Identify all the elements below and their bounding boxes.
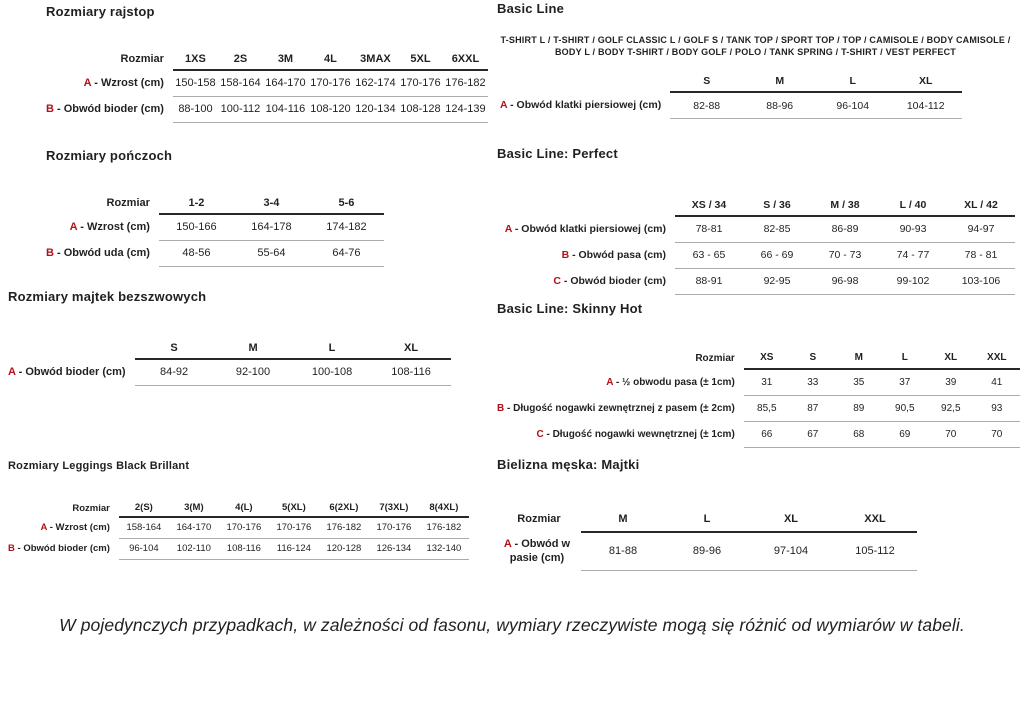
size-value-cell: 92-100 — [214, 359, 293, 385]
size-value-cell: 174-182 — [309, 214, 384, 240]
size-column-header: 5XL — [398, 48, 443, 70]
size-value-cell: 81-88 — [581, 532, 665, 570]
table-corner-label: Rozmiar — [517, 513, 561, 525]
size-column-header: XS — [744, 347, 790, 369]
size-value-cell: 150-158 — [173, 70, 218, 96]
size-value-cell: 94-97 — [947, 216, 1015, 242]
size-value-cell: 164-178 — [234, 214, 309, 240]
measurement-row — [497, 532, 917, 570]
size-value-cell: 120-134 — [353, 96, 398, 122]
measurement-label: A - Wzrost (cm) — [83, 77, 164, 89]
section-title: Rozmiary pończoch — [46, 148, 173, 163]
section-title: Basic Line: Skinny Hot — [497, 301, 643, 316]
size-value-cell: 108-116 — [219, 538, 269, 559]
section-title: Basic Line: Perfect — [497, 146, 618, 161]
size-value-cell: 170-176 — [308, 70, 353, 96]
size-value-cell: 100-108 — [293, 359, 372, 385]
size-column-header: M — [581, 506, 665, 532]
size-column-header: S — [135, 337, 214, 359]
measurement-letter: B — [8, 543, 15, 554]
measurement-letter: A — [8, 366, 16, 378]
section-basic-line — [497, 1, 1014, 119]
bielizna-meska-size-table — [497, 506, 917, 571]
size-value-cell: 132-140 — [419, 538, 469, 559]
size-column-header: S — [670, 70, 743, 92]
section-rozmiary-ponczoch — [46, 148, 384, 267]
size-value-cell: 82-88 — [670, 92, 743, 118]
size-column-header: L — [816, 70, 889, 92]
size-value-cell: 96-98 — [811, 268, 879, 294]
size-column-header: XL / 42 — [947, 194, 1015, 216]
size-value-cell: 104-116 — [263, 96, 308, 122]
size-value-cell: 92,5 — [928, 395, 974, 421]
size-value-cell: 70 - 73 — [811, 242, 879, 268]
footnote-disclaimer: W pojedynczych przypadkach, w zależności od fasonu, wymiary rzeczywiste mogą się różnić od wymiarów w tabeli. — [59, 615, 965, 635]
measurement-row — [497, 268, 1015, 294]
size-value-cell: 176-182 — [443, 70, 488, 96]
measurement-row — [46, 240, 384, 266]
size-value-cell: 99-102 — [879, 268, 947, 294]
size-column-header: 5-6 — [309, 192, 384, 214]
size-value-cell: 162-174 — [353, 70, 398, 96]
size-value-cell: 64-76 — [309, 240, 384, 266]
size-value-cell: 176-182 — [319, 517, 369, 538]
measurement-label: B - Obwód bioder (cm) — [46, 103, 164, 115]
header-row — [8, 499, 469, 517]
size-value-cell: 69 — [882, 421, 928, 447]
header-row — [497, 506, 917, 532]
size-value-cell: 41 — [974, 369, 1020, 395]
measurement-row — [8, 359, 451, 385]
section-basic-line-perfect — [497, 146, 1015, 295]
table-corner-label — [8, 337, 135, 359]
size-value-cell: 100-112 — [218, 96, 263, 122]
section-title: Basic Line — [497, 1, 565, 16]
measurement-label: B - Obwód bioder (cm) — [8, 543, 110, 554]
measurement-letter: B — [46, 247, 54, 259]
size-value-cell: 63 - 65 — [675, 242, 743, 268]
size-value-cell: 102-110 — [169, 538, 219, 559]
size-value-cell: 78 - 81 — [947, 242, 1015, 268]
measurement-letter: A — [500, 99, 508, 112]
measurement-row — [497, 395, 1020, 421]
size-value-cell: 86-89 — [811, 216, 879, 242]
size-value-cell: 88-91 — [675, 268, 743, 294]
size-column-header: XXL — [833, 506, 917, 532]
section-bielizna-meska-majtki — [497, 457, 917, 571]
majtki-bezszwowe-size-table — [8, 337, 451, 386]
size-column-header: L — [882, 347, 928, 369]
section-basic-line-skinny-hot — [497, 301, 1020, 448]
measurement-row — [46, 70, 488, 96]
measurement-row — [8, 517, 469, 538]
size-column-header: XXL — [974, 347, 1020, 369]
size-value-cell: 124-139 — [443, 96, 488, 122]
size-value-cell: 55-64 — [234, 240, 309, 266]
size-column-header: 3M — [263, 48, 308, 70]
header-row — [497, 347, 1020, 369]
size-value-cell: 103-106 — [947, 268, 1015, 294]
size-value-cell: 108-120 — [308, 96, 353, 122]
measurement-letter: B — [46, 103, 54, 115]
size-column-header: M / 38 — [811, 194, 879, 216]
size-value-cell: 48-56 — [159, 240, 234, 266]
size-column-header: 3-4 — [234, 192, 309, 214]
size-column-header: 6(2XL) — [319, 499, 369, 517]
size-column-header: 4(L) — [219, 499, 269, 517]
size-value-cell: 97-104 — [749, 532, 833, 570]
size-column-header: 2(S) — [119, 499, 169, 517]
size-value-cell: 104-112 — [889, 92, 962, 118]
size-value-cell: 82-85 — [743, 216, 811, 242]
size-value-cell: 89-96 — [665, 532, 749, 570]
measurement-letter: B — [561, 249, 570, 261]
measurement-label: A - ½ obwodu pasa (± 1cm) — [606, 376, 735, 388]
size-value-cell: 150-166 — [159, 214, 234, 240]
measurement-label: B - Długość nogawki zewnętrznej z pasem (± 2cm) — [497, 402, 735, 414]
size-value-cell: 31 — [744, 369, 790, 395]
size-value-cell: 74 - 77 — [879, 242, 947, 268]
table-corner-label — [497, 194, 675, 216]
size-value-cell: 66 — [744, 421, 790, 447]
size-value-cell: 96-104 — [816, 92, 889, 118]
size-column-header: L — [665, 506, 749, 532]
rajstopy-size-table — [46, 48, 488, 123]
size-column-header: M — [743, 70, 816, 92]
table-corner-label — [500, 70, 670, 92]
measurement-label: B - Obwód uda (cm) — [46, 247, 150, 259]
size-value-cell: 170-176 — [398, 70, 443, 96]
size-column-header: XL — [372, 337, 451, 359]
table-corner-label: Rozmiar — [106, 197, 150, 209]
size-value-cell: 84-92 — [135, 359, 214, 385]
basic-line-skinny-hot-size-table — [497, 347, 1020, 448]
section-title: Rozmiary majtek bezszwowych — [8, 289, 207, 304]
section-rozmiary-majtek-bezszwowych — [8, 289, 451, 386]
measurement-letter: C — [553, 275, 561, 287]
measurement-row — [46, 96, 488, 122]
size-value-cell: 93 — [974, 395, 1020, 421]
basic-line-perfect-size-table — [497, 194, 1015, 295]
size-column-header: XS / 34 — [675, 194, 743, 216]
size-column-header: 5(XL) — [269, 499, 319, 517]
size-value-cell: 67 — [790, 421, 836, 447]
size-value-cell: 37 — [882, 369, 928, 395]
size-column-header: M — [836, 347, 882, 369]
measurement-label: B - Obwód pasa (cm) — [561, 249, 666, 261]
size-value-cell: 96-104 — [119, 538, 169, 559]
size-value-cell: 68 — [836, 421, 882, 447]
table-corner-label: Rozmiar — [695, 352, 735, 364]
size-column-header: 3(M) — [169, 499, 219, 517]
size-value-cell: 170-176 — [269, 517, 319, 538]
size-value-cell: 88-100 — [173, 96, 218, 122]
measurement-letter: A — [504, 223, 512, 235]
measurement-label: C - Długość nogawki wewnętrznej (± 1cm) — [536, 428, 735, 440]
measurement-label: A - Obwód w pasie (cm) — [503, 537, 571, 564]
size-column-header: 6XXL — [443, 48, 488, 70]
header-row — [497, 194, 1015, 216]
size-value-cell: 108-128 — [398, 96, 443, 122]
measurement-label: A - Obwód klatki piersiowej (cm) — [504, 223, 666, 235]
size-column-header: S — [790, 347, 836, 369]
section-rozmiary-leggings-black-brillant — [8, 460, 469, 560]
basic-line-size-table — [500, 70, 962, 119]
measurement-row — [497, 242, 1015, 268]
size-value-cell: 70 — [974, 421, 1020, 447]
header-row — [46, 48, 488, 70]
size-value-cell: 170-176 — [369, 517, 419, 538]
section-title: Rozmiary Leggings Black Brillant — [8, 460, 190, 472]
size-value-cell: 164-170 — [263, 70, 308, 96]
size-value-cell: 88-96 — [743, 92, 816, 118]
size-column-header: L / 40 — [879, 194, 947, 216]
size-value-cell: 176-182 — [419, 517, 469, 538]
size-value-cell: 89 — [836, 395, 882, 421]
size-value-cell: 90,5 — [882, 395, 928, 421]
measurement-letter: A — [83, 77, 92, 89]
ponczochy-size-table — [46, 192, 384, 267]
measurement-label: A - Obwód bioder (cm) — [8, 366, 126, 378]
size-value-cell: 85,5 — [744, 395, 790, 421]
size-value-cell: 170-176 — [219, 517, 269, 538]
size-column-header: 1XS — [173, 48, 218, 70]
size-value-cell: 39 — [928, 369, 974, 395]
measurement-row — [497, 369, 1020, 395]
size-value-cell: 35 — [836, 369, 882, 395]
size-value-cell: 164-170 — [169, 517, 219, 538]
measurement-row — [500, 92, 962, 118]
measurement-row — [8, 538, 469, 559]
size-value-cell: 105-112 — [833, 532, 917, 570]
size-value-cell: 116-124 — [269, 538, 319, 559]
section-title: Rozmiary rajstop — [46, 4, 155, 19]
measurement-label: C - Obwód bioder (cm) — [553, 275, 666, 287]
size-value-cell: 90-93 — [879, 216, 947, 242]
header-row — [46, 192, 384, 214]
measurement-letter: A — [606, 376, 614, 388]
table-corner-label: Rozmiar — [120, 53, 164, 65]
size-column-header: 3MAX — [353, 48, 398, 70]
measurement-row — [46, 214, 384, 240]
table-corner-label: Rozmiar — [72, 502, 110, 514]
measurement-letter: C — [536, 428, 544, 440]
size-value-cell: 108-116 — [372, 359, 451, 385]
section-title: Bielizna męska: Majtki — [497, 457, 640, 472]
size-value-cell: 120-128 — [319, 538, 369, 559]
measurement-label: A - Wzrost (cm) — [69, 221, 150, 233]
size-column-header: XL — [749, 506, 833, 532]
measurement-letter: A — [40, 522, 48, 533]
measurement-letter: A — [503, 537, 512, 550]
header-row — [8, 337, 451, 359]
measurement-label: A - Obwód klatki piersiowej (cm) — [500, 99, 662, 112]
size-column-header: 1-2 — [159, 192, 234, 214]
size-value-cell: 158-164 — [218, 70, 263, 96]
header-row — [500, 70, 962, 92]
size-value-cell: 126-134 — [369, 538, 419, 559]
size-value-cell: 78-81 — [675, 216, 743, 242]
size-value-cell: 87 — [790, 395, 836, 421]
size-value-cell: 66 - 69 — [743, 242, 811, 268]
size-column-header: 2S — [218, 48, 263, 70]
leggings-size-table — [8, 499, 469, 560]
measurement-row — [497, 216, 1015, 242]
size-value-cell: 70 — [928, 421, 974, 447]
measurement-letter: A — [69, 221, 78, 233]
size-column-header: XL — [928, 347, 974, 369]
measurement-letter: B — [497, 402, 505, 414]
size-column-header: L — [293, 337, 372, 359]
size-column-header: S / 36 — [743, 194, 811, 216]
size-column-header: 7(3XL) — [369, 499, 419, 517]
size-column-header: M — [214, 337, 293, 359]
size-column-header: XL — [889, 70, 962, 92]
size-column-header: 8(4XL) — [419, 499, 469, 517]
size-value-cell: 158-164 — [119, 517, 169, 538]
measurement-label: A - Wzrost (cm) — [40, 522, 110, 533]
size-column-header: 4L — [308, 48, 353, 70]
measurement-row — [497, 421, 1020, 447]
size-value-cell: 33 — [790, 369, 836, 395]
basic-line-product-list: T-SHIRT L / T-SHIRT / GOLF CLASSIC L / GOLF S / TANK TOP / SPORT TOP / TOP / CAMISOLE / BODY CAMISOLE / BODY L / BODY T-SHIRT / BODY GOLF / POLO / TANK SPRING / T-SHIRT / VEST PERFECT — [500, 35, 1011, 57]
section-rozmiary-rajstop — [46, 4, 488, 123]
size-value-cell: 92-95 — [743, 268, 811, 294]
